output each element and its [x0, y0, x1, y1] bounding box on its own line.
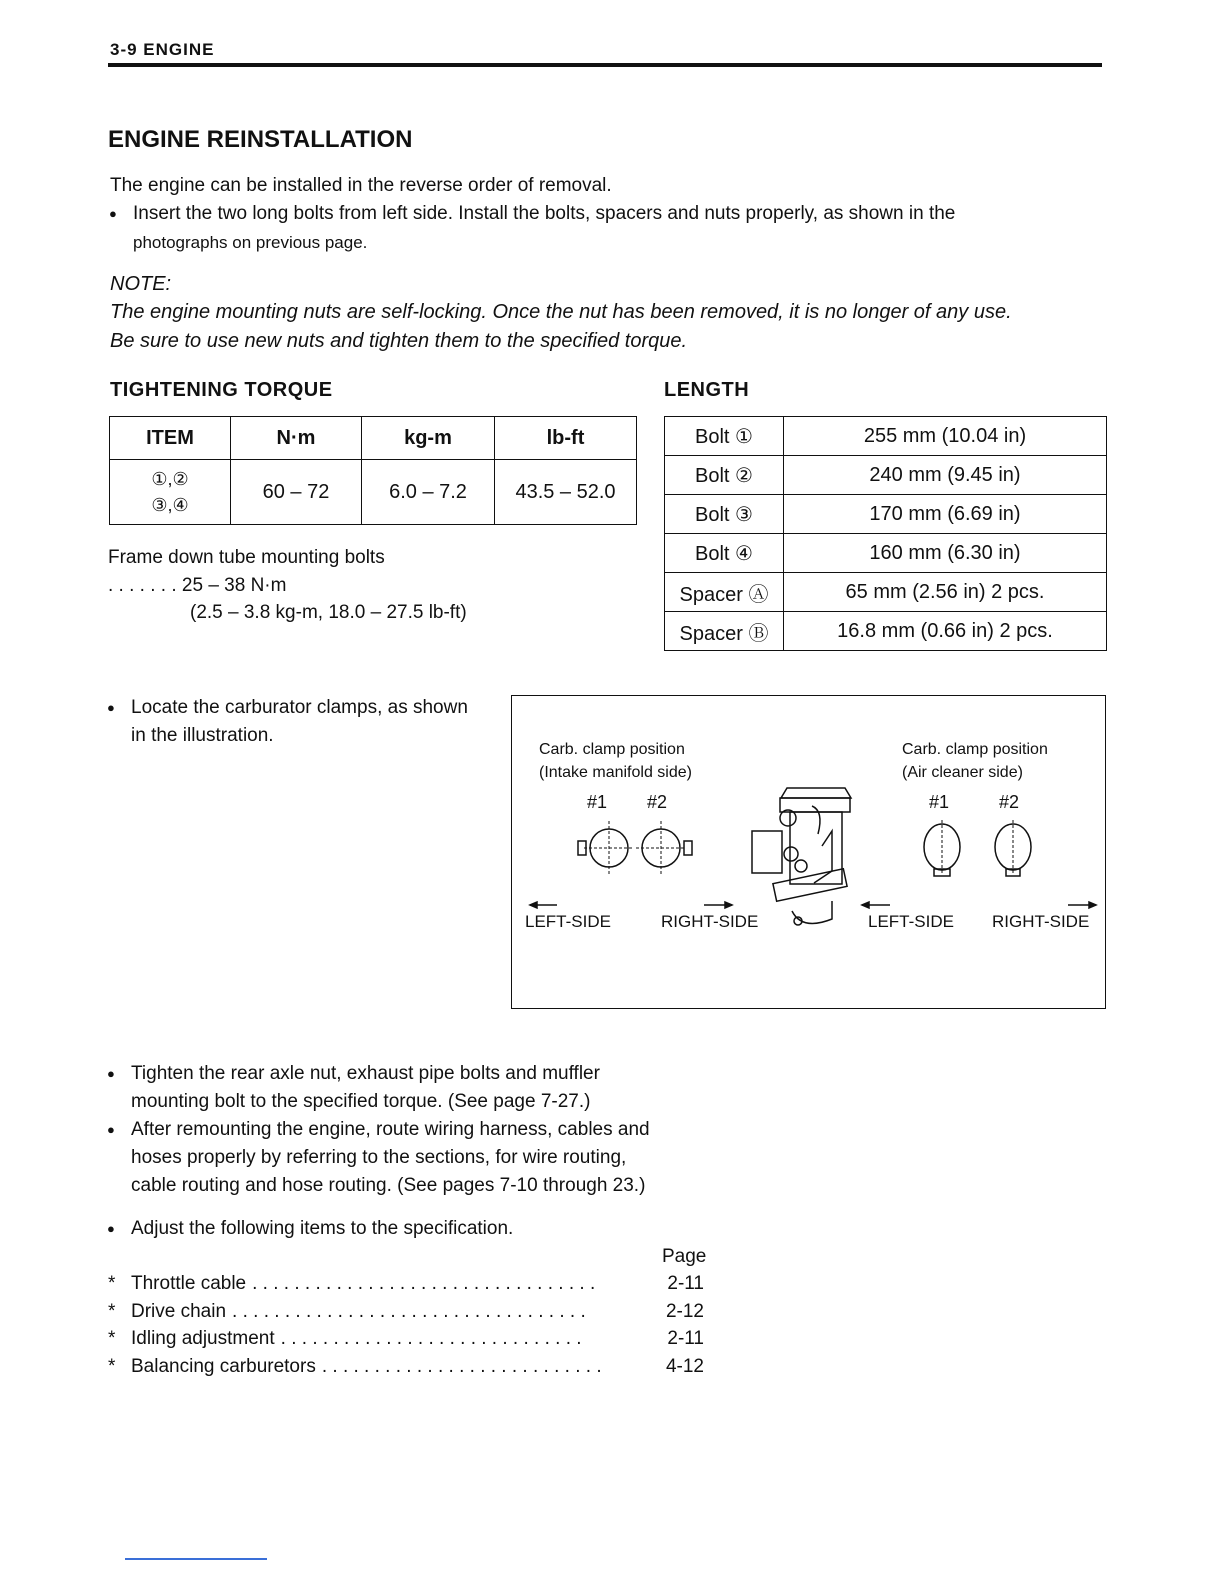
- table-row: [665, 534, 1107, 573]
- length-item: Bolt ①: [665, 417, 784, 456]
- list-dots: . . . . . . . . . . . . . . . . . . . . . . . . . . . . . . . . .: [252, 1273, 596, 1294]
- carb-clamp-drawing: [512, 696, 1105, 1008]
- right-label-2: #2: [999, 792, 1020, 812]
- bullet-line: Locate the carburator clamps, as shown: [131, 697, 468, 718]
- length-value: 240 mm (9.45 in): [784, 456, 1107, 495]
- list-item: [108, 1298, 704, 1326]
- list-dots: . . . . . . . . . . . . . . . . . . . . . . . . . . . . .: [280, 1328, 582, 1349]
- list-label: Balancing carburetors: [131, 1355, 316, 1377]
- bullet-line: After remounting the engine, route wiring harness, cables and: [131, 1119, 650, 1140]
- bullet-line: Tighten the rear axle nut, exhaust pipe bolts and muffler: [131, 1063, 600, 1084]
- length-value: 170 mm (6.69 in): [784, 495, 1107, 534]
- intro-text: The engine can be installed in the reverse order of removal.: [110, 175, 612, 196]
- bullet-line: Adjust the following items to the specification.: [131, 1218, 514, 1239]
- bullet-insert-bolts: [133, 200, 1113, 228]
- length-value: 160 mm (6.30 in): [784, 534, 1107, 573]
- left-title-2: (Intake manifold side): [539, 764, 692, 781]
- item-line: ③,④: [151, 495, 189, 515]
- bullet-insert-bolts-cont: photographs on previous page.: [133, 233, 368, 252]
- right-title-2: (Air cleaner side): [902, 764, 1023, 781]
- table-header-row: [110, 417, 637, 460]
- bullet-line: Insert the two long bolts from left side. Install the bolts, spacers and nuts properly, as shown in the: [133, 203, 956, 224]
- bullet-tighten: [131, 1060, 600, 1088]
- table-row: [110, 460, 637, 525]
- item-cell: [110, 460, 231, 525]
- list-item: [108, 1353, 704, 1381]
- list-star: *: [108, 1328, 116, 1349]
- table-row: [665, 612, 1107, 651]
- frame-alt: (2.5 – 3.8 kg-m, 18.0 – 27.5 lb-ft): [190, 602, 467, 623]
- right-side-label-2: RIGHT-SIDE: [992, 912, 1090, 931]
- table-row: [665, 417, 1107, 456]
- right-label-1: #1: [929, 792, 950, 812]
- bullet-tighten-cont: mounting bolt to the specified torque. (See page 7-27.): [131, 1091, 591, 1112]
- left-label-1: #1: [587, 792, 608, 812]
- length-item: Spacer Ⓐ: [665, 573, 784, 612]
- carb-clamp-figure: [511, 695, 1106, 1009]
- table-row: [665, 573, 1107, 612]
- col-kgm: kg-m: [362, 417, 495, 460]
- list-star: *: [108, 1300, 116, 1322]
- right-title-1: Carb. clamp position: [902, 741, 1048, 758]
- header-rule: [108, 63, 1102, 67]
- length-table: [664, 416, 1107, 651]
- frame-label: Frame down tube mounting bolts: [108, 547, 385, 568]
- note-line-1: The engine mounting nuts are self-locking. Once the nut has been removed, it is no longer of any use.: [110, 301, 1012, 323]
- adjust-list: [108, 1270, 704, 1380]
- item-line: ①,②: [151, 469, 189, 489]
- length-item: Bolt ④: [665, 534, 784, 573]
- value-lbft: 43.5 – 52.0: [495, 460, 637, 525]
- bullet-remounting: [131, 1116, 650, 1144]
- table-row: [665, 495, 1107, 534]
- list-page: 2-12: [665, 1300, 704, 1322]
- bullet-remounting-cont-1: hoses properly by referring to the sections, for wire routing,: [131, 1147, 627, 1168]
- left-side-label: LEFT-SIDE: [525, 912, 611, 931]
- page-column-label: Page: [662, 1246, 707, 1267]
- length-item: Spacer Ⓑ: [665, 612, 784, 651]
- col-item: ITEM: [110, 417, 231, 460]
- value-nm: 60 – 72: [231, 460, 362, 525]
- list-star: *: [108, 1355, 116, 1377]
- list-dots: . . . . . . . . . . . . . . . . . . . . . . . . . . . . . . . . . .: [232, 1300, 586, 1322]
- list-star: *: [108, 1273, 116, 1294]
- col-lbft: lb-ft: [495, 417, 637, 460]
- left-label-2: #2: [647, 792, 668, 812]
- frame-value: . . . . . . . 25 – 38 N·m: [108, 575, 287, 596]
- bullet-locate-clamps: [131, 694, 468, 722]
- right-side-label: RIGHT-SIDE: [661, 912, 759, 931]
- col-nm: N·m: [231, 417, 362, 460]
- page-title: ENGINE REINSTALLATION: [108, 126, 413, 153]
- bullet-locate-clamps-cont: in the illustration.: [131, 725, 274, 746]
- list-label: Idling adjustment: [131, 1328, 275, 1349]
- torque-heading: TIGHTENING TORQUE: [110, 379, 333, 401]
- list-dots: . . . . . . . . . . . . . . . . . . . . . . . . . . .: [321, 1355, 602, 1377]
- table-row: [665, 456, 1107, 495]
- value-kgm: 6.0 – 7.2: [362, 460, 495, 525]
- bullet-adjust: [131, 1215, 513, 1243]
- list-item: [108, 1325, 704, 1353]
- note-line-2: Be sure to use new nuts and tighten them to the specified torque.: [110, 330, 688, 352]
- length-value: 16.8 mm (0.66 in) 2 pcs.: [784, 612, 1107, 651]
- length-item: Bolt ③: [665, 495, 784, 534]
- length-value: 65 mm (2.56 in) 2 pcs.: [784, 573, 1107, 612]
- page-header: 3-9 ENGINE: [110, 40, 215, 59]
- list-item: [108, 1270, 704, 1298]
- length-item: Bolt ②: [665, 456, 784, 495]
- list-page: 2-11: [667, 1273, 704, 1294]
- left-title-1: Carb. clamp position: [539, 741, 685, 758]
- torque-table: [109, 416, 637, 525]
- list-label: Drive chain: [131, 1300, 227, 1322]
- footer-rule: [125, 1558, 267, 1560]
- list-label: Throttle cable: [131, 1273, 247, 1294]
- list-page: 2-11: [667, 1328, 704, 1349]
- note-label: NOTE:: [110, 273, 172, 295]
- left-side-label-2: LEFT-SIDE: [868, 912, 954, 931]
- list-page: 4-12: [665, 1355, 704, 1377]
- length-value: 255 mm (10.04 in): [784, 417, 1107, 456]
- bullet-remounting-cont-2: cable routing and hose routing. (See pages 7-10 through 23.): [131, 1175, 646, 1196]
- length-heading: LENGTH: [664, 379, 750, 401]
